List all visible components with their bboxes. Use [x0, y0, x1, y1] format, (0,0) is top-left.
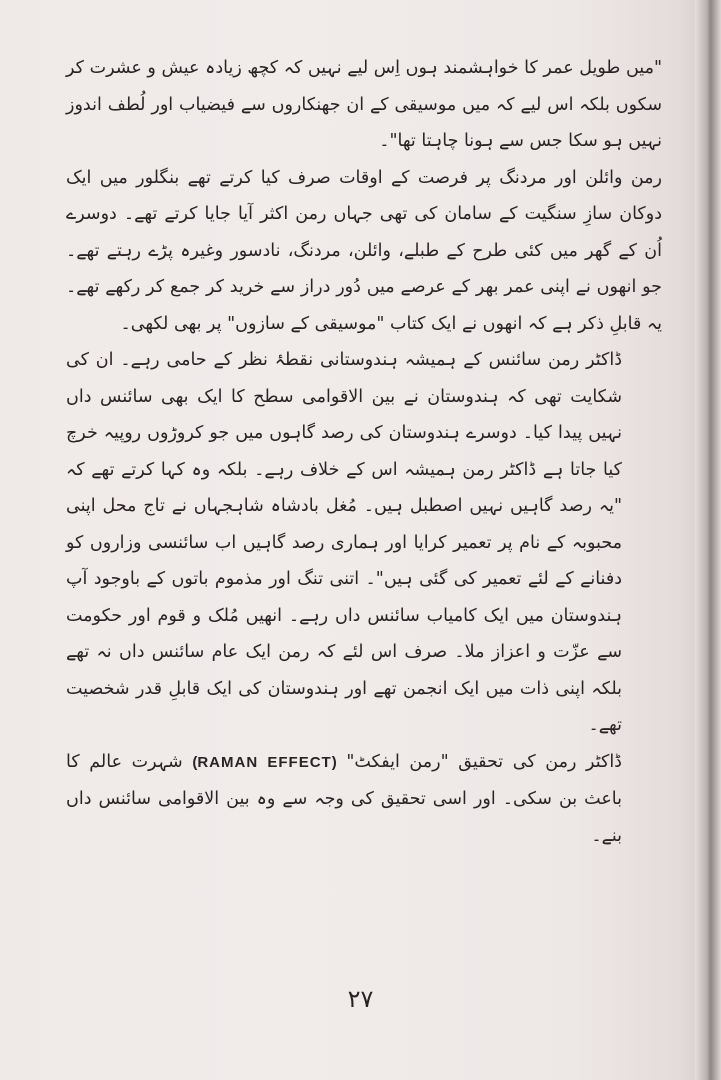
- paragraph-quote: "میں طویل عمر کا خواہشمند ہوں اِس لیے نہیں کہ کچھ زیادہ عیش و عشرت کر سکوں بلکہ اس لیے کہ میں موسیقی کے ان جھنکاروں سے فیضیاب اور لُطف اندوز نہیں ہو سکا جس سے ہونا چاہتا تھا"۔: [66, 58, 662, 151]
- paragraph-viewpoint: ڈاکٹر رمن سائنس کے ہمیشہ ہندوستانی نقطۂ نظر کے حامی رہے۔ ان کی شکایت تھی کہ ہندوستان نے بین الاقوامی سطح کا ایک بھی سائنس داں نہیں پیدا کیا۔ دوسرے ہندوستان کی رصد گاہوں میں جو کروڑوں روپیہ خرچ کیا جاتا ہے ڈاکٹر رمن ہمیشہ اس کے خلاف رہے۔ بلکہ وہ کہا کرتے تھے کہ "یہ رصد گاہیں نہیں اصطبل ہیں۔ مُغل بادشاہ شاہجہاں نے تاج محل اپنی محبوبہ کے نام پر تعمیر کرایا اور ہماری رصد گاہیں اب سائنسی وزاروں کو دفنانے کے لئے تعمیر کی گئی ہیں"۔ اتنی تنگ اور مذموم باتوں کے باوجود آپ ہندوستان میں ایک کامیاب سائنس داں رہے۔ انھیں مُلک و قوم اور حکومت سے عزّت و اعزاز ملا۔ صرف اس لئے کہ رمن ایک عام سائنس داں نہ تھے بلکہ اپنی ذات میں ایک انجمن تھے اور ہندوستان کی ایک قابلِ قدر شخصیت تھے۔: [66, 350, 622, 735]
- page-number: ۲۷: [347, 985, 374, 1013]
- raman-effect-text-before: ڈاکٹر رمن کی تحقیق "رمن ایفکٹ": [346, 751, 622, 772]
- raman-effect-latin: (RAMAN EFFECT): [192, 753, 337, 771]
- paragraph-raman-effect: [66, 744, 662, 855]
- page-spine-shadow: [695, 0, 721, 1080]
- raman-effect-text-after: شہرت عالم کا باعث بن سکی۔ اور اسی تحقیق کی وجہ سے وہ بین الاقوامی سائنس داں بنے۔: [66, 751, 622, 846]
- urdu-text-block: [66, 50, 662, 854]
- paragraph-instruments: رمن وائلن اور مردنگ پر فرصت کے اوقات صرف کیا کرتے تھے بنگلور میں ایک دوکان سازِ سنگیت کے سامان کی تھی جہاں رمن اکثر آیا جایا کرتے تھے۔ دوسرے اُن کے گھر میں کئی طرح کے طبلے، وائلن، مردنگ، نادسور وغیرہ پڑے رہتے تھے۔ جو انھوں نے اپنی عمر بھر کے عرصے میں دُور دراز سے خرید کر جمع کر رکھے تھے۔ یہ قابلِ ذکر ہے کہ انھوں نے ایک کتاب "موسیقی کے سازوں" پر بھی لکھی۔: [66, 167, 662, 334]
